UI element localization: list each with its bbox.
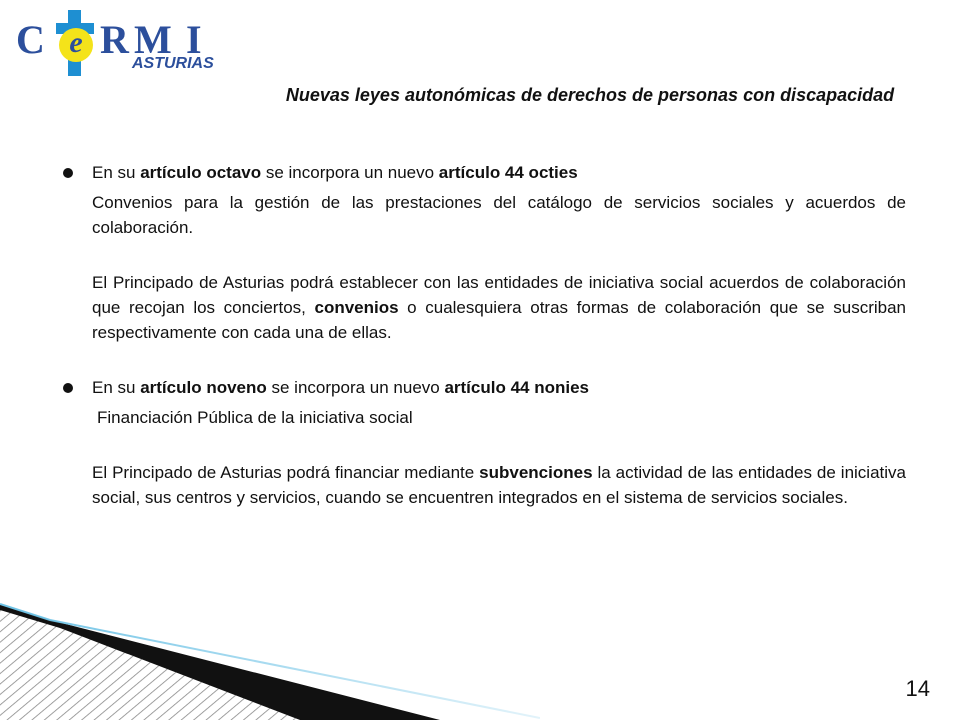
- bullet1-bold-new-article: artículo 44 octies: [438, 163, 578, 182]
- bullet-item-articulo-noveno: [50, 375, 906, 400]
- bullet2-bold-new-article: artículo 44 nonies: [444, 378, 589, 397]
- bullet1-text-pre: En su: [92, 163, 141, 182]
- logo-letter-c: C: [16, 17, 45, 62]
- decorative-corner-graphic: [0, 600, 540, 720]
- bullet-dot-icon: [63, 168, 73, 178]
- page-number: 14: [905, 676, 930, 701]
- para4-text-post: la actividad de las entidades de iniciativa social, sus centros y servicios, cuando se encuentren integrados en el sistema de servicios sociales.: [92, 463, 906, 507]
- bullet2-text-pre: En su: [92, 378, 141, 397]
- para2-text-post: o cualesquiera otras formas de colaboración que se suscriban respectivamente con cada una de ellas.: [92, 298, 906, 342]
- logo-subtitle: ASTURIAS: [132, 55, 214, 72]
- bullet2-bold-articulo: artículo noveno: [140, 378, 267, 397]
- cermi-asturias-logo: [14, 8, 214, 78]
- paragraph-financiacion-body: [92, 460, 906, 510]
- slide-title: Nuevas leyes autonómicas de derechos de personas con discapacidad: [285, 85, 895, 105]
- para2-text-pre: El Principado de Asturias podrá establecer con las entidades de iniciativa social acuerdos de colaboración que recojan los conciertos,: [92, 273, 906, 317]
- paragraph-financiacion-heading: Financiación Pública de la iniciativa social: [97, 408, 413, 427]
- logo-letter-r: R: [100, 17, 129, 62]
- paragraph-convenios-body: [92, 270, 906, 345]
- logo-letter-i: I: [186, 17, 202, 62]
- para2-bold-convenios: convenios: [314, 298, 399, 317]
- para4-text-pre: El Principado de Asturias podrá financiar mediante: [92, 463, 480, 482]
- bullet2-text-mid: se incorpora un nuevo: [266, 378, 445, 397]
- decor-hatched-area: [0, 608, 300, 720]
- slide-content: [50, 160, 906, 510]
- bullet-item-articulo-octavo: [50, 160, 906, 185]
- bullet-dot-icon: [63, 383, 73, 393]
- logo-letter-m: M: [134, 17, 172, 62]
- bullet1-bold-articulo: artículo octavo: [140, 163, 262, 182]
- logo-yellow-circle: [59, 28, 93, 62]
- para4-bold-subvenciones: subvenciones: [479, 463, 593, 482]
- bullet1-text-mid: se incorpora un nuevo: [261, 163, 439, 182]
- paragraph-convenios-heading: Convenios para la gestión de las prestaciones del catálogo de servicios sociales y acuerdos de colaboración.: [92, 193, 906, 237]
- logo-letter-e: e: [69, 26, 83, 59]
